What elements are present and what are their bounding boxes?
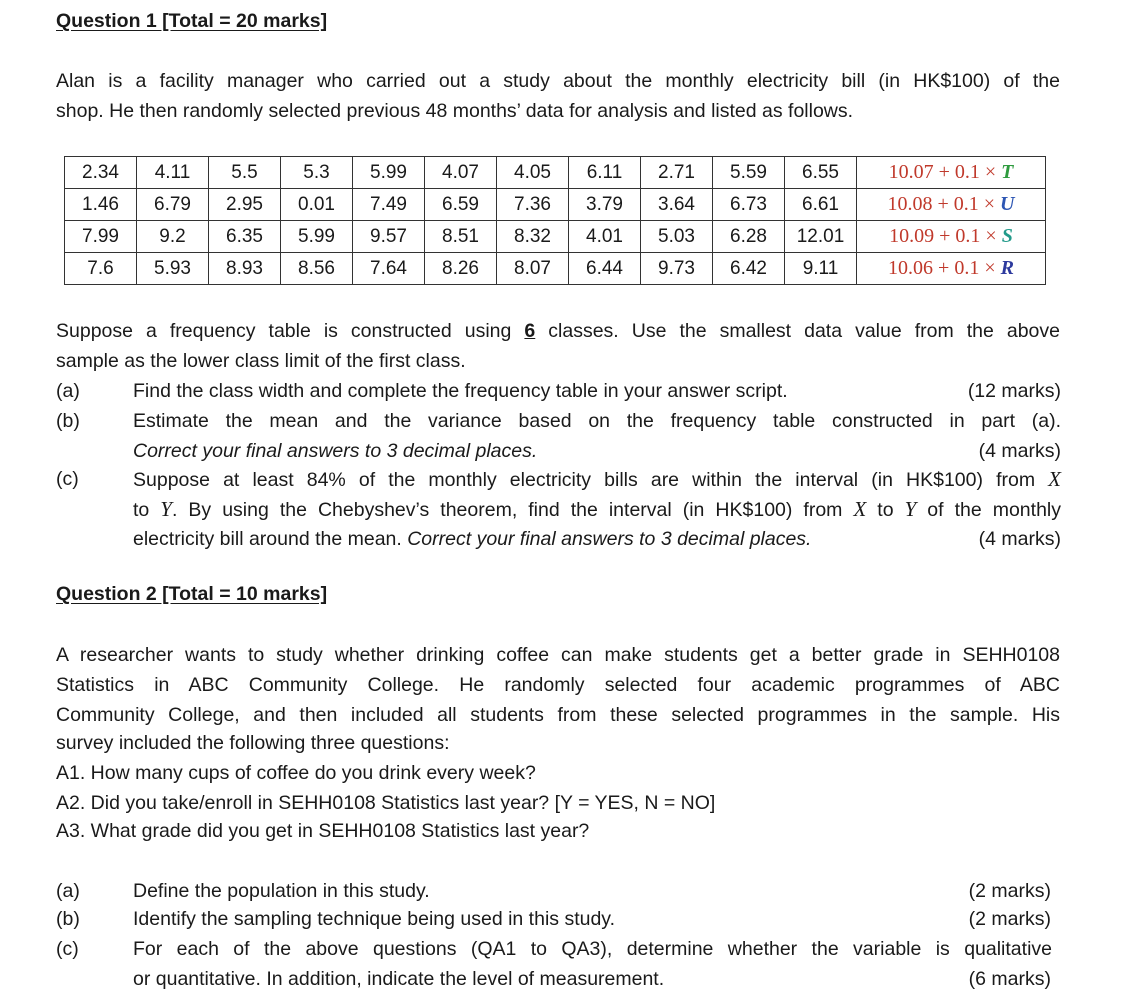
table-cell: 8.26: [425, 253, 497, 285]
question-2-heading: Question 2 [Total = 10 marks]: [56, 583, 328, 605]
table-cell: 9.73: [641, 253, 713, 285]
table-row: [65, 157, 1046, 189]
table-cell: 4.07: [425, 157, 497, 189]
table-cell: 9.11: [785, 253, 857, 285]
table-row: [65, 253, 1046, 285]
table-cell: 5.93: [137, 253, 209, 285]
q1-intro-line-2: shop. He then randomly selected previous 48 months’ data for analysis and listed as follows.: [56, 100, 854, 122]
table-cell: 6.44: [569, 253, 641, 285]
table-cell: 4.05: [497, 157, 569, 189]
q2-part-a-text: Define the population in this study.: [133, 880, 430, 902]
q1-part-c-line-2-text-d: of the monthly: [916, 499, 1061, 521]
q1-suppose-line-1: [56, 316, 1060, 346]
table-cell: 5.3: [281, 157, 353, 189]
table-cell: 5.99: [281, 221, 353, 253]
table-cell: 6.59: [425, 189, 497, 221]
q1-part-b-label: (b): [56, 410, 80, 432]
q1-part-c-line-2-text-c: to: [866, 499, 905, 521]
q2-part-c-label: (c): [56, 938, 79, 960]
table-cell: 5.99: [353, 157, 425, 189]
table-cell: 6.61: [785, 189, 857, 221]
q1-var-y: Y: [160, 497, 172, 521]
table-cell: 6.35: [209, 221, 281, 253]
table-row: [65, 221, 1046, 253]
question-1-heading: Question 1 [Total = 20 marks]: [56, 10, 328, 32]
q2-part-c-text-2: or quantitative. In addition, indicate the level of measurement.: [133, 968, 665, 990]
q1-class-count: 6: [524, 320, 536, 342]
q1-suppose-line-2: sample as the lower class limit of the first class.: [56, 350, 466, 372]
table-cell: 0.01: [281, 189, 353, 221]
q2-question-a1: A1. How many cups of coffee do you drink every week?: [56, 762, 536, 784]
q1-part-c-line-3: [133, 524, 811, 554]
q1-part-a-marks: (12 marks): [967, 380, 1061, 402]
q2-part-c-text-1: For each of the above questions (QA1 to QA3), determine whether the variable is qualitative: [133, 938, 1052, 960]
table-cell: 8.51: [425, 221, 497, 253]
table-cell: 12.01: [785, 221, 857, 253]
table-cell: 5.59: [713, 157, 785, 189]
table-cell: 9.2: [137, 221, 209, 253]
expression-variable: R: [1000, 257, 1014, 279]
table-cell: 4.01: [569, 221, 641, 253]
table-cell: 7.36: [497, 189, 569, 221]
q1-part-c-line-2-text-b: . By using the Chebyshev’s theorem, find the interval (in HK$100) from: [171, 499, 854, 521]
q1-part-c-line-1: [133, 464, 1061, 495]
q2-intro-line-4: survey included the following three questions:: [56, 732, 450, 754]
q1-part-b-text-2: Correct your final answers to 3 decimal places.: [133, 440, 538, 462]
expression-prefix: 10.07 + 0.1 ×: [888, 161, 1002, 183]
q2-part-b-text: Identify the sampling technique being used in this study.: [133, 908, 616, 930]
table-row: [65, 189, 1046, 221]
table-cell: 9.57: [353, 221, 425, 253]
table-cell: 8.56: [281, 253, 353, 285]
q2-part-a-label: (a): [56, 880, 80, 902]
table-cell: 6.28: [713, 221, 785, 253]
q2-question-a2: A2. Did you take/enroll in SEHH0108 Statistics last year? [Y = YES, N = NO]: [56, 792, 716, 814]
electricity-bill-data-table: [64, 156, 1046, 285]
table-cell: 5.03: [641, 221, 713, 253]
q1-var-x-2: X: [853, 497, 867, 521]
table-cell: 2.95: [209, 189, 281, 221]
q1-var-y-2: Y: [904, 497, 917, 521]
expression-variable: T: [1001, 161, 1014, 183]
table-cell: 6.73: [713, 189, 785, 221]
table-cell: 6.42: [713, 253, 785, 285]
q2-question-a3: A3. What grade did you get in SEHH0108 Statistics last year?: [56, 820, 590, 842]
q1-part-b-marks: (4 marks): [978, 440, 1061, 462]
table-cell: 2.34: [65, 157, 137, 189]
q1-part-b-text-1: Estimate the mean and the variance based on the frequency table constructed in part (a).: [133, 410, 1061, 432]
table-cell: 4.11: [137, 157, 209, 189]
table-cell: 8.07: [497, 253, 569, 285]
expression-variable: U: [1000, 193, 1015, 215]
q1-part-c-marks: (4 marks): [978, 528, 1061, 550]
expression-variable: S: [1001, 225, 1013, 247]
table-cell: 7.6: [65, 253, 137, 285]
table-cell: 6.79: [137, 189, 209, 221]
table-cell: 8.32: [497, 221, 569, 253]
q2-part-b-label: (b): [56, 908, 80, 930]
table-cell: 6.55: [785, 157, 857, 189]
table-cell: 2.71: [641, 157, 713, 189]
expression-prefix: 10.08 + 0.1 ×: [887, 193, 1001, 215]
table-cell: 3.64: [641, 189, 713, 221]
q2-intro-line-3: Community College, and then included all students from these selected programmes in the sample. His: [56, 704, 1060, 726]
q1-part-c-line-3-text-a: electricity bill around the mean.: [133, 528, 408, 550]
q2-part-b-marks: (2 marks): [968, 908, 1051, 930]
q1-part-c-line-1-text: Suppose at least 84% of the monthly electricity bills are within the interval (in HK$100) from: [133, 469, 1049, 491]
table-expression-cell: [857, 253, 1046, 285]
table-cell: 7.49: [353, 189, 425, 221]
q1-part-c-line-2-text-a: to: [133, 499, 161, 521]
q1-part-c-line-2: [133, 494, 1061, 525]
expression-prefix: 10.09 + 0.1 ×: [889, 225, 1002, 247]
q2-intro-line-2: Statistics in ABC Community College. He randomly selected four academic programmes of ABC: [56, 674, 1060, 696]
table-cell: 7.64: [353, 253, 425, 285]
q1-part-a-label: (a): [56, 380, 80, 402]
table-cell: 6.11: [569, 157, 641, 189]
table-expression-cell: [857, 221, 1046, 253]
q2-part-c-marks: (6 marks): [968, 968, 1051, 990]
table-cell: 8.93: [209, 253, 281, 285]
table-expression-cell: [857, 157, 1046, 189]
table-cell: 5.5: [209, 157, 281, 189]
q1-part-a-text: Find the class width and complete the frequency table in your answer script.: [133, 380, 788, 402]
q1-suppose-text-a: Suppose a frequency table is constructed using: [56, 320, 525, 342]
table-cell: 3.79: [569, 189, 641, 221]
q2-part-a-marks: (2 marks): [968, 880, 1051, 902]
table-cell: 7.99: [65, 221, 137, 253]
q1-suppose-text-b: classes. Use the smallest data value from the above: [535, 320, 1060, 342]
table-cell: 1.46: [65, 189, 137, 221]
table-expression-cell: [857, 189, 1046, 221]
q1-var-x: X: [1048, 467, 1061, 491]
q1-part-c-label: (c): [56, 468, 79, 490]
q2-intro-line-1: A researcher wants to study whether drinking coffee can make students get a better grade in SEHH0108: [56, 644, 1060, 666]
expression-prefix: 10.06 + 0.1 ×: [888, 257, 1001, 279]
q1-part-c-line-3-text-b: Correct your final answers to 3 decimal places.: [407, 528, 812, 550]
q1-intro-line-1: Alan is a facility manager who carried out a study about the monthly electricity bill (in HK$100) of the: [56, 70, 1060, 92]
